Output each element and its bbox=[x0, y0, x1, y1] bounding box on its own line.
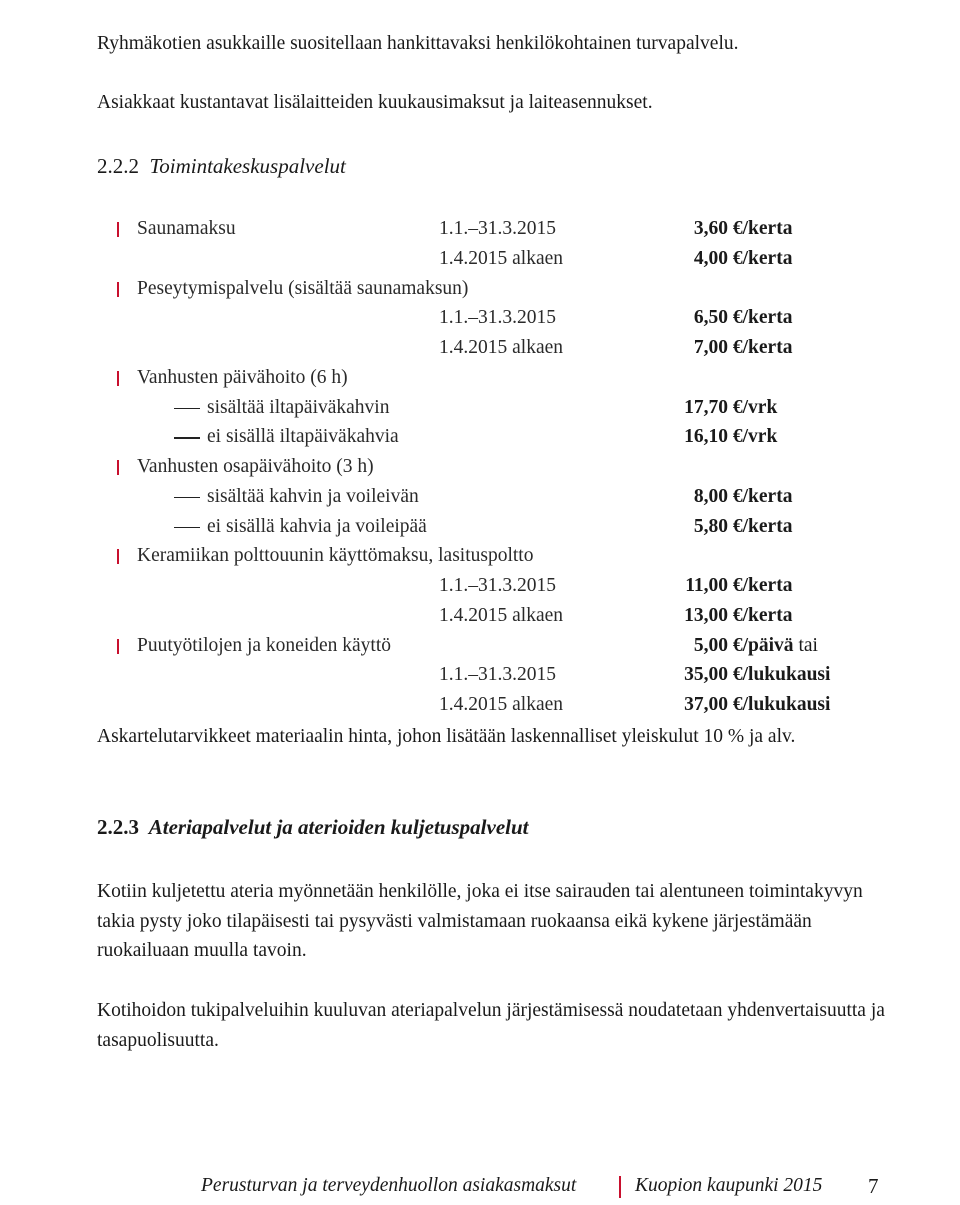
service-sublabel: ei sisällä kahvia ja voileipää bbox=[207, 515, 427, 537]
price-unit: €/päivä bbox=[732, 634, 794, 656]
intro-paragraph-1: Ryhmäkotien asukkaille suositellaan hankittavaksi henkilökohtainen turvapalvelu. bbox=[97, 33, 739, 54]
price bbox=[668, 333, 792, 363]
price-row bbox=[0, 601, 960, 631]
validity-date: 1.4.2015 alkaen bbox=[439, 337, 564, 358]
price bbox=[668, 512, 792, 542]
price-row bbox=[0, 512, 960, 542]
price-amount: 35,00 bbox=[684, 664, 728, 686]
validity-date: 1.4.2015 alkaen bbox=[439, 694, 564, 715]
price-row bbox=[0, 214, 960, 244]
price-unit: €/kerta bbox=[732, 307, 793, 329]
footer-publication-title: Perusturvan ja terveydenhuollon asiakasmaksut bbox=[201, 1175, 577, 1196]
section-number: 2.2.3 bbox=[97, 815, 139, 839]
validity-date: 1.1.–31.3.2015 bbox=[439, 664, 556, 686]
price-row bbox=[0, 631, 960, 661]
price-unit: €/kerta bbox=[732, 485, 793, 507]
red-bullet-marker bbox=[117, 549, 119, 564]
price-row bbox=[0, 244, 960, 274]
price bbox=[668, 660, 830, 690]
section-title: Ateriapalvelut ja aterioiden kuljetuspalvelut bbox=[148, 815, 529, 839]
red-bullet-marker bbox=[117, 639, 119, 654]
price-unit: €/lukukausi bbox=[732, 664, 831, 686]
price bbox=[668, 244, 792, 274]
price bbox=[668, 393, 777, 423]
price-row bbox=[0, 660, 960, 690]
intro-paragraph-2: Asiakkaat kustantavat lisälaitteiden kuukausimaksut ja laiteasennukset. bbox=[97, 92, 653, 113]
service-sublabel: sisältää kahvin ja voileivän bbox=[207, 485, 419, 507]
price-amount: 16,10 bbox=[684, 426, 728, 448]
price-amount: 5,00 bbox=[693, 634, 728, 656]
section-number: 2.2.2 bbox=[97, 154, 139, 178]
service-label: Saunamaksu bbox=[137, 218, 236, 239]
footer-organization: Kuopion kaupunki 2015 bbox=[635, 1175, 823, 1196]
validity-date: 1.1.–31.3.2015 bbox=[439, 307, 556, 329]
price-row bbox=[0, 482, 960, 512]
service-label: Peseytymispalvelu (sisältää saunamaksun) bbox=[137, 277, 469, 299]
service-label: Vanhusten osapäivähoito (3 h) bbox=[137, 456, 374, 477]
service-label: Vanhusten päivähoito (6 h) bbox=[137, 366, 348, 388]
price-row bbox=[0, 452, 960, 482]
price-amount: 3,60 bbox=[693, 218, 728, 239]
validity-date: 1.4.2015 alkaen bbox=[439, 247, 564, 269]
page-footer bbox=[0, 1170, 960, 1202]
price-unit: €/kerta bbox=[732, 247, 793, 269]
price-unit: €/lukukausi bbox=[732, 694, 831, 715]
price bbox=[668, 601, 792, 631]
price bbox=[668, 482, 792, 512]
body-paragraph-2: Kotihoidon tukipalveluihin kuuluvan ateriapalvelun järjestämisessä noudatetaan yhdenvertaisuutta ja tasapuolisuutta. bbox=[97, 1000, 885, 1051]
validity-date: 1.1.–31.3.2015 bbox=[439, 575, 556, 596]
dash-marker bbox=[174, 437, 200, 439]
price-unit: €/kerta bbox=[732, 515, 793, 537]
price-amount: 5,80 bbox=[693, 515, 728, 537]
footer-separator bbox=[619, 1176, 621, 1198]
price bbox=[668, 214, 792, 244]
price bbox=[668, 303, 792, 333]
price bbox=[668, 631, 818, 661]
price-unit: €/kerta bbox=[732, 337, 793, 358]
price-amount: 17,70 bbox=[684, 396, 728, 418]
section-title: Toimintakeskuspalvelut bbox=[149, 154, 346, 178]
price-amount: 8,00 bbox=[693, 485, 728, 507]
crafts-note: Askartelutarvikkeet materiaalin hinta, johon lisätään laskennalliset yleiskulut 10 % ja alv. bbox=[97, 726, 796, 747]
price-amount: 37,00 bbox=[684, 694, 728, 715]
body-paragraph-1: Kotiin kuljetettu ateria myönnetään henkilölle, joka ei itse sairauden tai alentuneen toimintakyvyn takia pysty joko tilapäisesti tai pysyvästi valmistamaan ruokaansa eikä kykene järjestämään ruokailuaan muulla tavoin. bbox=[97, 881, 863, 961]
dash-marker bbox=[174, 408, 200, 410]
price bbox=[668, 422, 777, 452]
dash-marker bbox=[174, 527, 200, 529]
price-amount: 6,50 bbox=[693, 307, 728, 329]
price-amount: 13,00 bbox=[684, 604, 728, 626]
price-amount: 7,00 bbox=[693, 337, 728, 358]
red-bullet-marker bbox=[117, 222, 119, 237]
price-unit: €/kerta bbox=[732, 575, 793, 596]
price-row bbox=[0, 541, 960, 571]
price-row bbox=[0, 274, 960, 304]
price-unit: €/vrk bbox=[732, 426, 778, 448]
service-sublabel: ei sisällä iltapäiväkahvia bbox=[207, 426, 399, 448]
service-label: Keramiikan polttouunin käyttömaksu, lasituspoltto bbox=[137, 545, 534, 567]
validity-date: 1.4.2015 alkaen bbox=[439, 604, 564, 626]
price-unit: €/kerta bbox=[732, 218, 793, 239]
price-suffix: tai bbox=[793, 634, 818, 656]
dash-marker bbox=[174, 497, 200, 499]
section-heading-223 bbox=[97, 815, 529, 840]
price-row bbox=[0, 363, 960, 393]
page-number: 7 bbox=[868, 1174, 879, 1198]
price-row bbox=[0, 571, 960, 601]
service-label: Puutyötilojen ja koneiden käyttö bbox=[137, 634, 392, 656]
price-row bbox=[0, 422, 960, 452]
section-heading-222 bbox=[97, 154, 346, 179]
price-amount: 11,00 bbox=[685, 575, 728, 596]
price-row bbox=[0, 690, 960, 720]
red-bullet-marker bbox=[117, 282, 119, 297]
price-unit: €/vrk bbox=[732, 396, 778, 418]
price-row bbox=[0, 393, 960, 423]
red-bullet-marker bbox=[117, 371, 119, 386]
price-amount: 4,00 bbox=[693, 247, 728, 269]
price-row bbox=[0, 303, 960, 333]
price-unit: €/kerta bbox=[732, 604, 793, 626]
validity-date: 1.1.–31.3.2015 bbox=[439, 218, 556, 239]
price bbox=[668, 690, 830, 720]
red-bullet-marker bbox=[117, 460, 119, 475]
price bbox=[668, 571, 792, 601]
service-sublabel: sisältää iltapäiväkahvin bbox=[207, 396, 390, 418]
price-row bbox=[0, 333, 960, 363]
